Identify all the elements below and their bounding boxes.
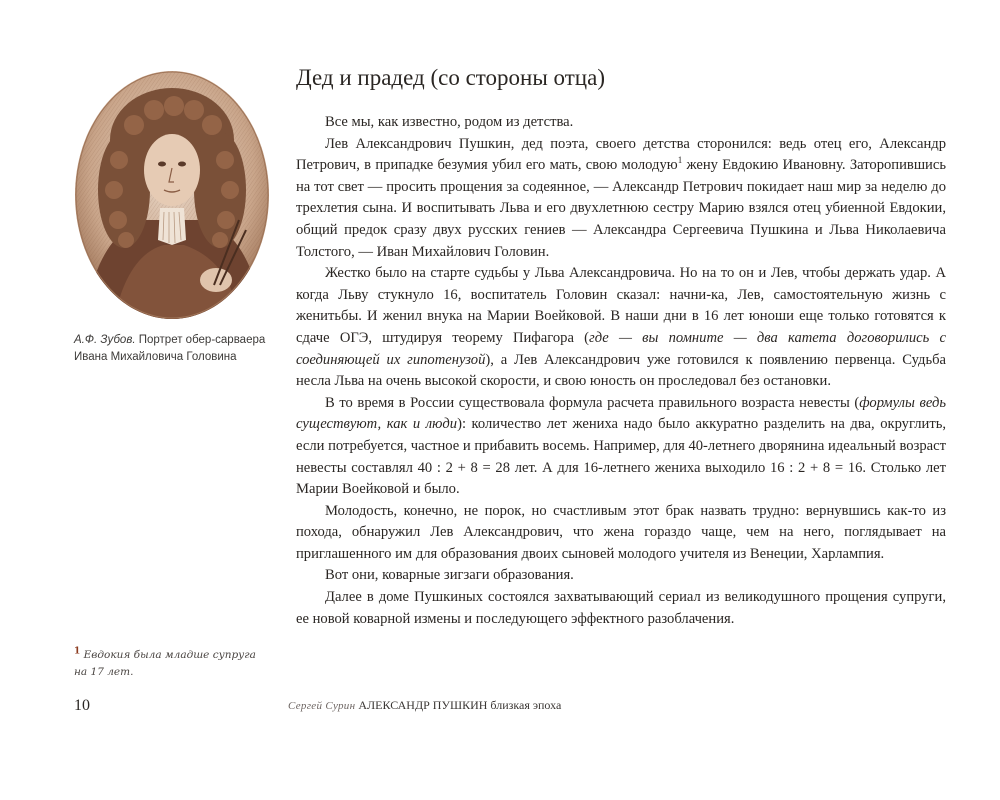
paragraph-4 [296,393,946,501]
book-title: АЛЕКСАНДР ПУШКИН [358,698,488,712]
paragraph-2-start: Лев Александрович Пушкин, дед поэта, своего детства сторонился: ведь отец его, Александр Петрович, в припадке безумия убил его мать, свою молодую [296,135,946,174]
paragraph-6: Вот они, коварные зигзаги образования. [325,567,574,584]
footnote-reference: 1 [677,155,683,166]
caption-author: А.Ф. Зубов. [74,334,136,346]
portrait-engraving [74,70,270,320]
paragraph-3-italic: где — вы помните — два катета договорились с соединяющей их гипотенузой [296,329,946,368]
page-number: 10 [74,697,90,714]
paragraph-3-end: ), а Лев Александрович уже готовился к появлению первенца. Судьба несла Льва на очень высокой скорости, и свою юность он проследовал без остановки. [296,351,947,390]
book-subtitle: близкая эпоха [490,698,562,712]
paragraph-4-end: ): количество лет жениха надо было аккуратно разделить на два, округлить, если потребуется, частное и прибавить восемь. Например, для 40-летнего дворянина идеальный возраст невесты составлял 40 : 2 + 8 = 28 лет. А для 16-летнего жениха выходило 16 : 2 + 8 = 16. Столько лет Марии Воейковой и было. [296,416,946,498]
author-signature: Сергей Сурин [288,700,356,712]
article-body [296,112,946,630]
paragraph-4-italic: формулы ведь существуют, как и люди [296,394,946,433]
paragraph-7: Далее в доме Пушкиных состоялся захватывающий сериал из великодушного прощения супруги, ее новой коварной измены и последующего эффектного разоблачения. [296,589,946,627]
article-title: Дед и прадед (со стороны отца) [296,65,605,90]
caption-text: Портрет обер-сарваера Ивана Михайловича Головина [74,334,266,363]
running-footer [288,698,561,713]
footnote-mark: 1 [74,646,81,657]
portrait-caption [74,332,279,366]
paragraph-2-end: жену Евдокию Ивановну. Заторопившись на тот свет — просить прощения за содеянное, — Александр Петрович покидает наш мир за неделю до трехлетия сына. И воспитывать Льва и его двухлетнюю сестру Марию взялся отец убиенной Евдокии, общий предок сразу двух русских гениев — Александра Сергеевича Пушкина и Льва Николаевича Толстого, — Иван Михайлович Головин. [296,157,946,260]
paragraph-2 [296,134,946,264]
paragraph-3 [296,263,946,393]
footnote-text: Евдокия была младше супруга на 17 лет. [74,649,256,678]
paragraph-1: Все мы, как известно, родом из детства. [325,114,574,130]
footnote [74,647,264,681]
paragraph-5: Молодость, конечно, не порок, но счастливым этот брак назвать трудно: вернувшись как-то из похода, обнаружил Лев Александрович, что жена гораздо чаще, чем на него, поглядывает на приглашенного им для образования двоих сыновей молодого учителя из Венеции, Харлампия. [296,502,946,562]
paragraph-3-start: Жестко было на старте судьбы у Льва Александровича. Но на то он и Лев, чтобы держать удар. А когда Льву стукнуло 16, воспитатель Головин сказал: начни-ка, Лев, самостоятельную жизнь с женитьбы. И женил внука на Марии Воейковой. В наши дни в 16 лет юноши еще только готовятся к сдаче ОГЭ, штудируя теорему Пифагора ( [296,265,946,346]
paragraph-4-start: В то время в России существовала формула расчета правильного возраста невесты ( [325,394,860,411]
